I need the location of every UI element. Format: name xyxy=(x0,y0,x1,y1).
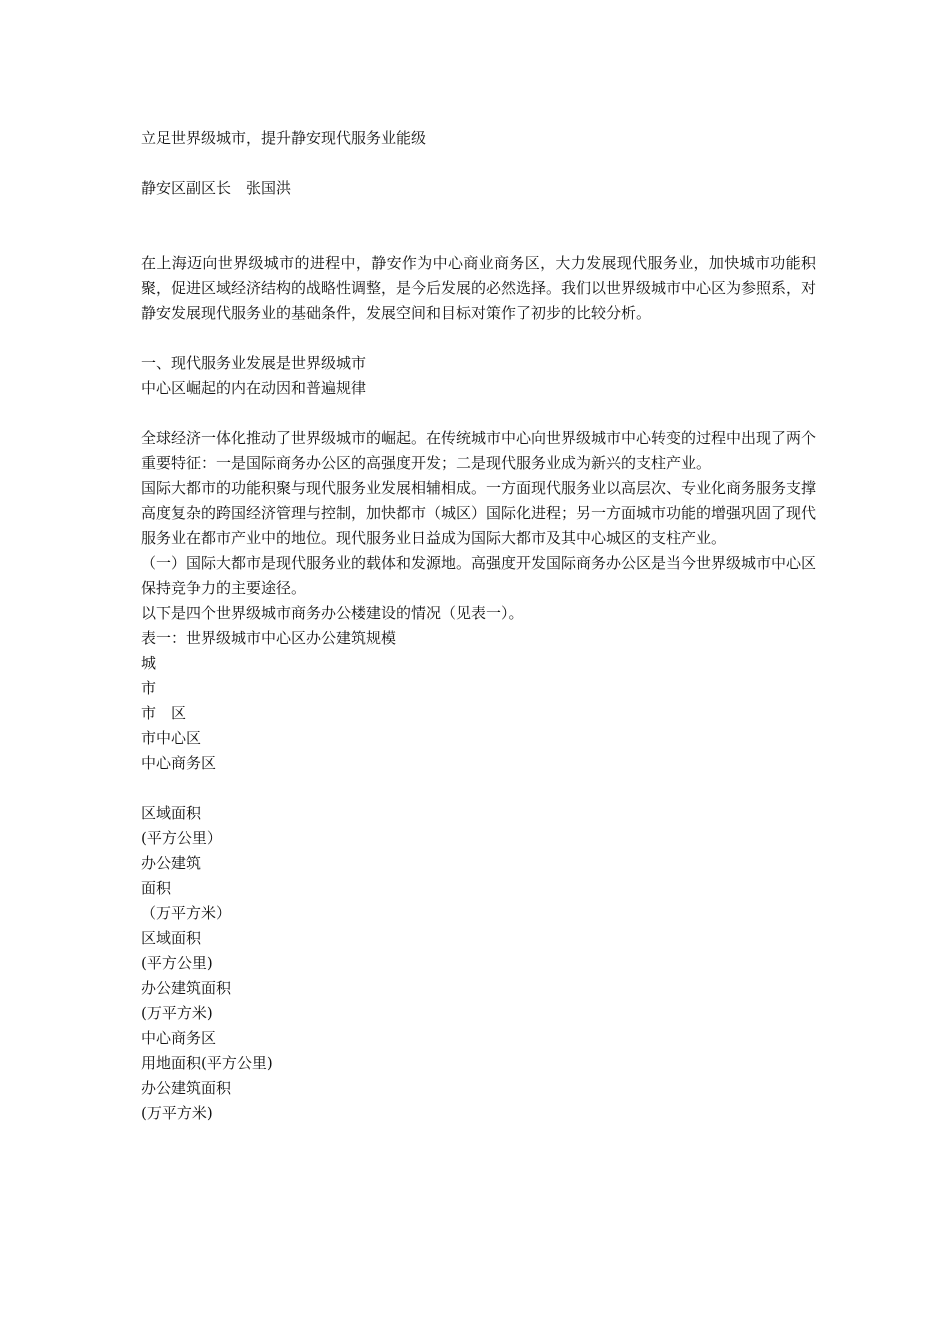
table-cell: 办公建筑 xyxy=(141,854,202,872)
table-cell: 市 xyxy=(141,679,157,697)
document-title: 立足世界级城市，提升静安现代服务业能级 xyxy=(141,129,427,147)
author-line: 静安区副区长 张国洪 xyxy=(141,179,292,197)
table-cell: 办公建筑面积 xyxy=(141,1079,232,1097)
table-cell: 区域面积 xyxy=(141,804,202,822)
section-heading-line-1: 一、现代服务业发展是世界级城市 xyxy=(141,354,367,372)
table-cell: 市 区 xyxy=(141,704,187,722)
table-cell: 中心商务区 xyxy=(141,754,217,772)
spacer xyxy=(141,151,816,176)
table-cell: 城 xyxy=(141,654,157,672)
table-cell: 市中心区 xyxy=(141,729,202,747)
body-paragraph: 全球经济一体化推动了世界级城市的崛起。在传统城市中心向世界级城市中心转变的过程中出现了两个重要特征：一是国际商务办公区的高强度开发；二是现代服务业成为新兴的支柱产业。 xyxy=(141,429,817,472)
body-paragraph: 国际大都市的功能积聚与现代服务业发展相辅相成。一方面现代服务业以高层次、专业化商务服务支撑高度复杂的跨国经济管理与控制，加快都市（城区）国际化进程；另一方面城市功能的增强巩固了现代服务业在都市产业中的地位。现代服务业日益成为国际大都市及其中心城区的支柱产业。 xyxy=(141,479,817,547)
spacer xyxy=(141,776,816,801)
body-paragraph: 以下是四个世界级城市商务办公楼建设的情况（见表一）。 xyxy=(141,604,524,622)
table-cell: 办公建筑面积 xyxy=(141,979,232,997)
table-cell: (平方公里） xyxy=(141,829,222,847)
table-cells-group-b xyxy=(141,801,816,1126)
table-cell: (万平方米) xyxy=(141,1104,213,1122)
table-cell: (万平方米) xyxy=(141,1004,213,1022)
table-cell: 面积 xyxy=(141,879,172,897)
body-paragraph: （一）国际大都市是现代服务业的载体和发源地。高强度开发国际商务办公区是当今世界级城市中心区保持竞争力的主要途径。 xyxy=(141,554,817,597)
spacer xyxy=(141,201,816,251)
table-cells-group-a xyxy=(141,651,816,776)
table-cell: 用地面积(平方公里) xyxy=(141,1054,273,1072)
intro-paragraph: 在上海迈向世界级城市的进程中，静安作为中心商业商务区，大力发展现代服务业，加快城市功能积聚，促进区域经济结构的战略性调整，是今后发展的必然选择。我们以世界级城市中心区为参照系，对静安发展现代服务业的基础条件，发展空间和目标对策作了初步的比较分析。 xyxy=(141,254,817,322)
table-cell: 中心商务区 xyxy=(141,1029,217,1047)
spacer xyxy=(141,401,816,426)
table-cell: （万平方米） xyxy=(141,904,232,922)
document-page xyxy=(141,126,816,1126)
table-cell: (平方公里) xyxy=(141,954,213,972)
spacer xyxy=(141,326,816,351)
table-caption: 表一：世界级城市中心区办公建筑规模 xyxy=(141,629,397,647)
section-heading-line-2: 中心区崛起的内在动因和普遍规律 xyxy=(141,379,367,397)
table-cell: 区域面积 xyxy=(141,929,202,947)
